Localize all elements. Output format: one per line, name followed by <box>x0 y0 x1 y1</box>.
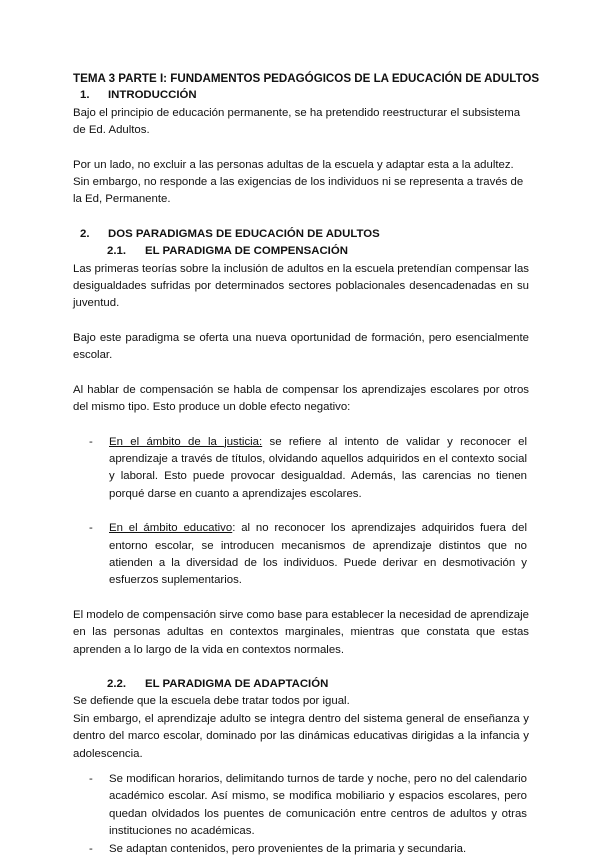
section-2-heading <box>73 226 529 243</box>
list-item-text: : al no reconocer los aprendizajes adquiridos fuera del entorno escolar, se introducen mecanismos de aprendizaje distintos que no atienden a la diversidad de los individuos. Puede derivar en desmotivación y esfuerzos suplementarios. <box>109 522 527 587</box>
document-page <box>73 70 540 858</box>
subsection-2-1-number: 2.1. <box>107 245 126 258</box>
compensation-effects-list <box>73 434 529 590</box>
subsection-2-2-number: 2.2. <box>107 677 126 690</box>
section-1-paragraph-2: Por un lado, no excluir a las personas adultas de la escuela y adaptar esta a la adultez. Sin embargo, no responde a las exigencias de los individuos ni se representa a través de la Ed, Permanente. <box>73 158 524 206</box>
dash-bullet: - <box>89 773 93 785</box>
subsection-2-1-paragraph-1: Las primeras teorías sobre la inclusión de adultos en la escuela pretendían compensar las desigualdades sufridas por determinados sectores poblacionales desencadenadas en su juventud. <box>73 262 529 310</box>
list-item-text: Se modifican horarios, delimitando turnos de tarde y noche, pero no del calendario académico escolar. Así mismo, se modifica mobiliario y espacios escolares, pero quedan olvidados los puentes de comunicación entre centros de adultos y otras instituciones no académicas. <box>109 773 527 838</box>
list-item-label: En el ámbito de la justicia: <box>109 435 263 448</box>
dash-bullet: - <box>89 522 93 535</box>
document-title: TEMA 3 PARTE I: FUNDAMENTOS PEDAGÓGICOS DE LA EDUCACIÓN DE ADULTOS <box>73 72 540 85</box>
subsection-2-2-title: EL PARADIGMA DE ADAPTACIÓN <box>145 677 329 690</box>
subsection-2-2-paragraph-1: Se defiende que la escuela debe tratar todos por igual. <box>73 695 350 708</box>
section-2-number: 2. <box>80 227 90 240</box>
adaptation-list <box>73 771 529 858</box>
dash-bullet: - <box>89 842 93 855</box>
list-item-text: Se adaptan contenidos, pero provenientes de la primaria y secundaria. <box>109 842 467 855</box>
section-1-number: 1. <box>80 89 90 102</box>
list-item-label: En el ámbito educativo <box>109 522 233 535</box>
section-1-paragraph-1: Bajo el principio de educación permanente, se ha pretendido reestructurar el subsistema de Ed. Adultos. <box>73 106 521 137</box>
dash-bullet: - <box>89 435 93 448</box>
section-2-title: DOS PARADIGMAS DE EDUCACIÓN DE ADULTOS <box>108 227 380 240</box>
section-1-title: INTRODUCCIÓN <box>108 89 197 102</box>
subsection-2-1-paragraph-3: Al hablar de compensación se habla de compensar los aprendizajes escolares por otros del mismo tipo. Esto produce un doble efecto negativo: <box>73 383 529 414</box>
subsection-2-1-heading <box>73 243 529 260</box>
subsection-2-2-paragraph-2: Sin embargo, el aprendizaje adulto se integra dentro del sistema general de enseñanza y dentro del marco escolar, dominado por las dinámicas educativas dirigidas a la infancia y adolescencia. <box>73 712 529 760</box>
list-item-text: se refiere al intento de validar y reconocer el aprendizaje a través de títulos, olvidando aquellos adquiridos en el contexto social y laboral. Esto puede provocar desigualdad. Además, las carencias no tienen porqué darse en cuanto a aprendizajes escolares. <box>109 435 527 500</box>
list-item <box>73 434 529 504</box>
list-item <box>73 520 529 590</box>
subsection-2-1-paragraph-2: Bajo este paradigma se oferta una nueva oportunidad de formación, pero esencialmente escolar. <box>73 331 529 362</box>
subsection-2-1-paragraph-4: El modelo de compensación sirve como base para establecer la necesidad de aprendizaje en las personas adultas en contextos marginales, mientras que constata que estas aprenden a lo largo de la vida en contextos normales. <box>73 608 529 656</box>
list-item <box>73 841 529 858</box>
list-item <box>73 771 529 841</box>
subsection-2-1-title: EL PARADIGMA DE COMPENSACIÓN <box>145 245 348 258</box>
section-1-heading <box>73 87 529 104</box>
subsection-2-2-heading <box>73 676 529 693</box>
